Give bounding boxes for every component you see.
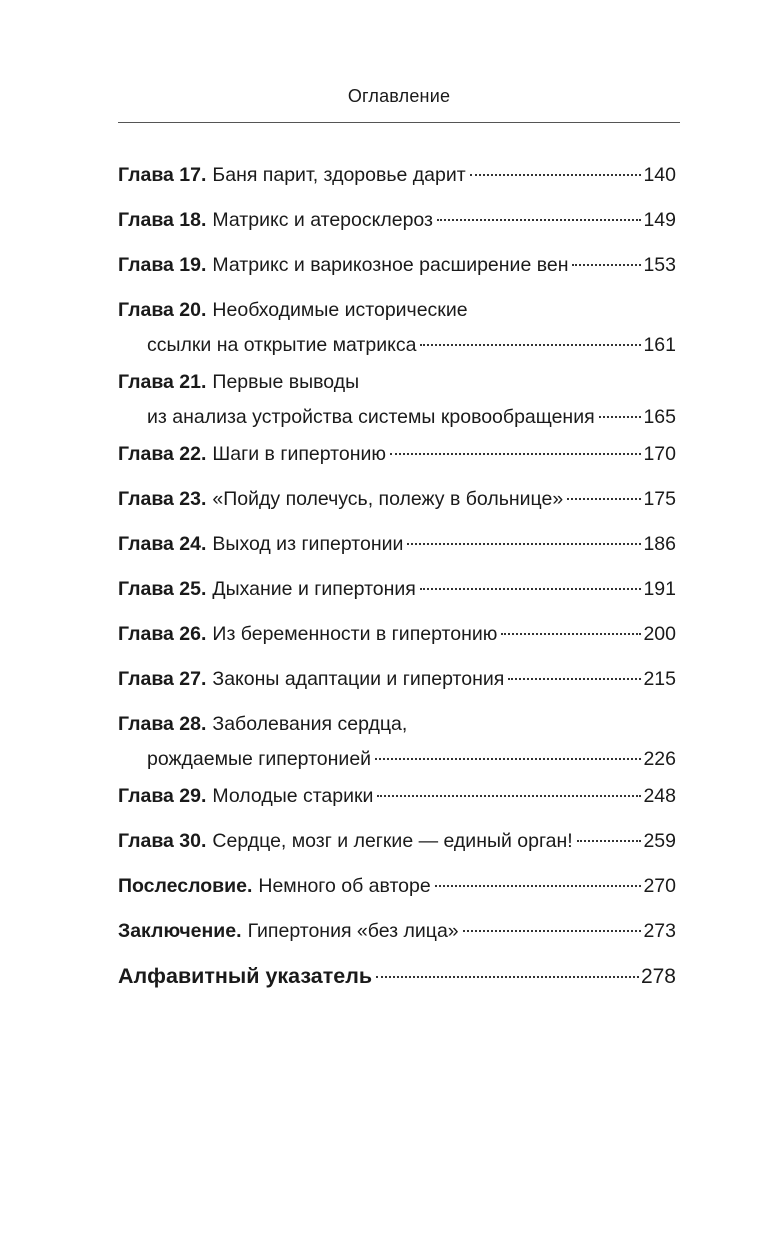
dot-leader (377, 795, 641, 797)
toc-line (118, 871, 676, 902)
toc-line (118, 709, 676, 740)
toc-entry-chapter-18[interactable] (118, 205, 676, 250)
chapter-label: Глава 22. (118, 443, 207, 465)
dot-leader (375, 758, 641, 760)
toc-line (118, 781, 676, 812)
dot-leader (599, 416, 642, 418)
toc-entry-chapter-26[interactable] (118, 619, 676, 664)
toc-entry-chapter-23[interactable] (118, 484, 676, 529)
toc-entry-conclusion[interactable] (118, 916, 676, 961)
chapter-title: Молодые старики (212, 785, 374, 807)
chapter-label: Глава 28. (118, 713, 207, 735)
running-header: Оглавление (347, 86, 451, 106)
page-number: 186 (643, 533, 676, 555)
page-number: 153 (643, 254, 676, 276)
dot-leader (470, 174, 642, 176)
chapter-label: Глава 30. (118, 830, 207, 852)
toc-entry-afterword[interactable] (118, 871, 676, 916)
toc-entry-chapter-24[interactable] (118, 529, 676, 574)
section-title: Алфавитный указатель (118, 964, 373, 988)
chapter-title: Сердце, мозг и легкие — единый орган! (212, 830, 573, 852)
chapter-title: Первые выводы (212, 371, 360, 393)
toc-entry-chapter-21[interactable] (118, 367, 676, 439)
chapter-label: Глава 26. (118, 623, 207, 645)
page-number: 175 (643, 488, 676, 510)
chapter-title: Матрикс и варикозное расширение вен (212, 254, 569, 276)
toc-line (118, 484, 676, 515)
section-title: Гипертония «без лица» (247, 920, 459, 942)
page-number: 215 (643, 668, 676, 690)
chapter-label: Глава 17. (118, 164, 207, 186)
dot-leader (435, 885, 642, 887)
toc-line (118, 205, 676, 236)
toc-entry-index[interactable] (118, 961, 676, 1006)
toc-entry-chapter-19[interactable] (118, 250, 676, 295)
toc-line (118, 160, 676, 191)
dot-leader (390, 453, 641, 455)
dot-leader (463, 930, 642, 932)
dot-leader (508, 678, 641, 680)
toc-line (118, 439, 676, 470)
dot-leader (567, 498, 641, 500)
page-number: 170 (643, 443, 676, 465)
chapter-title: Необходимые исторические (212, 299, 468, 321)
chapter-title-continued: рождаемые гипертонией (147, 748, 372, 770)
page-number: 140 (643, 164, 676, 186)
toc-line-continued (118, 330, 676, 361)
toc-entry-chapter-29[interactable] (118, 781, 676, 826)
chapter-label: Глава 20. (118, 299, 207, 321)
table-of-contents (118, 160, 676, 1006)
toc-line (118, 529, 676, 560)
page-number: 248 (643, 785, 676, 807)
toc-line-continued (118, 402, 676, 433)
toc-entry-chapter-30[interactable] (118, 826, 676, 871)
page-number: 270 (643, 875, 676, 897)
chapter-label: Глава 23. (118, 488, 207, 510)
dot-leader (407, 543, 641, 545)
toc-line-continued (118, 744, 676, 775)
page-number: 259 (643, 830, 676, 852)
chapter-label: Глава 27. (118, 668, 207, 690)
chapter-title: Шаги в гипертонию (212, 443, 387, 465)
chapter-title: Дыхание и гипертония (212, 578, 416, 600)
page-number: 200 (643, 623, 676, 645)
dot-leader (420, 588, 642, 590)
chapter-title: Законы адаптации и гипертония (212, 668, 505, 690)
page-number: 161 (643, 334, 676, 356)
chapter-label: Глава 19. (118, 254, 207, 276)
dot-leader (572, 264, 641, 266)
dot-leader (420, 344, 641, 346)
chapter-label: Глава 21. (118, 371, 207, 393)
chapter-title: Заболевания сердца, (212, 713, 408, 735)
page-number: 226 (643, 748, 676, 770)
toc-line (118, 619, 676, 650)
chapter-title: Матрикс и атеросклероз (212, 209, 433, 231)
chapter-title-continued: из анализа устройства системы кровообращения (147, 406, 595, 428)
toc-line (118, 826, 676, 857)
toc-line (118, 961, 676, 992)
toc-entry-chapter-28[interactable] (118, 709, 676, 781)
page-number: 273 (643, 920, 676, 942)
chapter-label: Глава 25. (118, 578, 207, 600)
toc-line (118, 916, 676, 947)
toc-line (118, 250, 676, 281)
toc-line (118, 295, 676, 326)
dot-leader (376, 976, 639, 978)
page-number: 278 (640, 965, 676, 988)
section-label: Заключение. (118, 920, 242, 942)
toc-entry-chapter-17[interactable] (118, 160, 676, 205)
dot-leader (437, 219, 641, 221)
toc-entry-chapter-25[interactable] (118, 574, 676, 619)
chapter-label: Глава 18. (118, 209, 207, 231)
section-title: Немного об авторе (258, 875, 431, 897)
header-rule (118, 122, 680, 123)
dot-leader (577, 840, 642, 842)
chapter-title-continued: ссылки на открытие матрикса (147, 334, 417, 356)
toc-line (118, 664, 676, 695)
chapter-title: Из беременности в гипертонию (212, 623, 498, 645)
toc-entry-chapter-20[interactable] (118, 295, 676, 367)
dot-leader (501, 633, 641, 635)
chapter-title: Баня парит, здоровье дарит (212, 164, 466, 186)
page-number: 149 (643, 209, 676, 231)
chapter-label: Глава 29. (118, 785, 207, 807)
toc-line (118, 367, 676, 398)
page-number: 191 (643, 578, 676, 600)
toc-entry-chapter-22[interactable] (118, 439, 676, 484)
chapter-label: Глава 24. (118, 533, 207, 555)
chapter-title: Выход из гипертонии (212, 533, 404, 555)
chapter-title: «Пойду полечусь, полежу в больнице» (212, 488, 564, 510)
page-number: 165 (643, 406, 676, 428)
toc-entry-chapter-27[interactable] (118, 664, 676, 709)
toc-line (118, 574, 676, 605)
section-label: Послесловие. (118, 875, 253, 897)
